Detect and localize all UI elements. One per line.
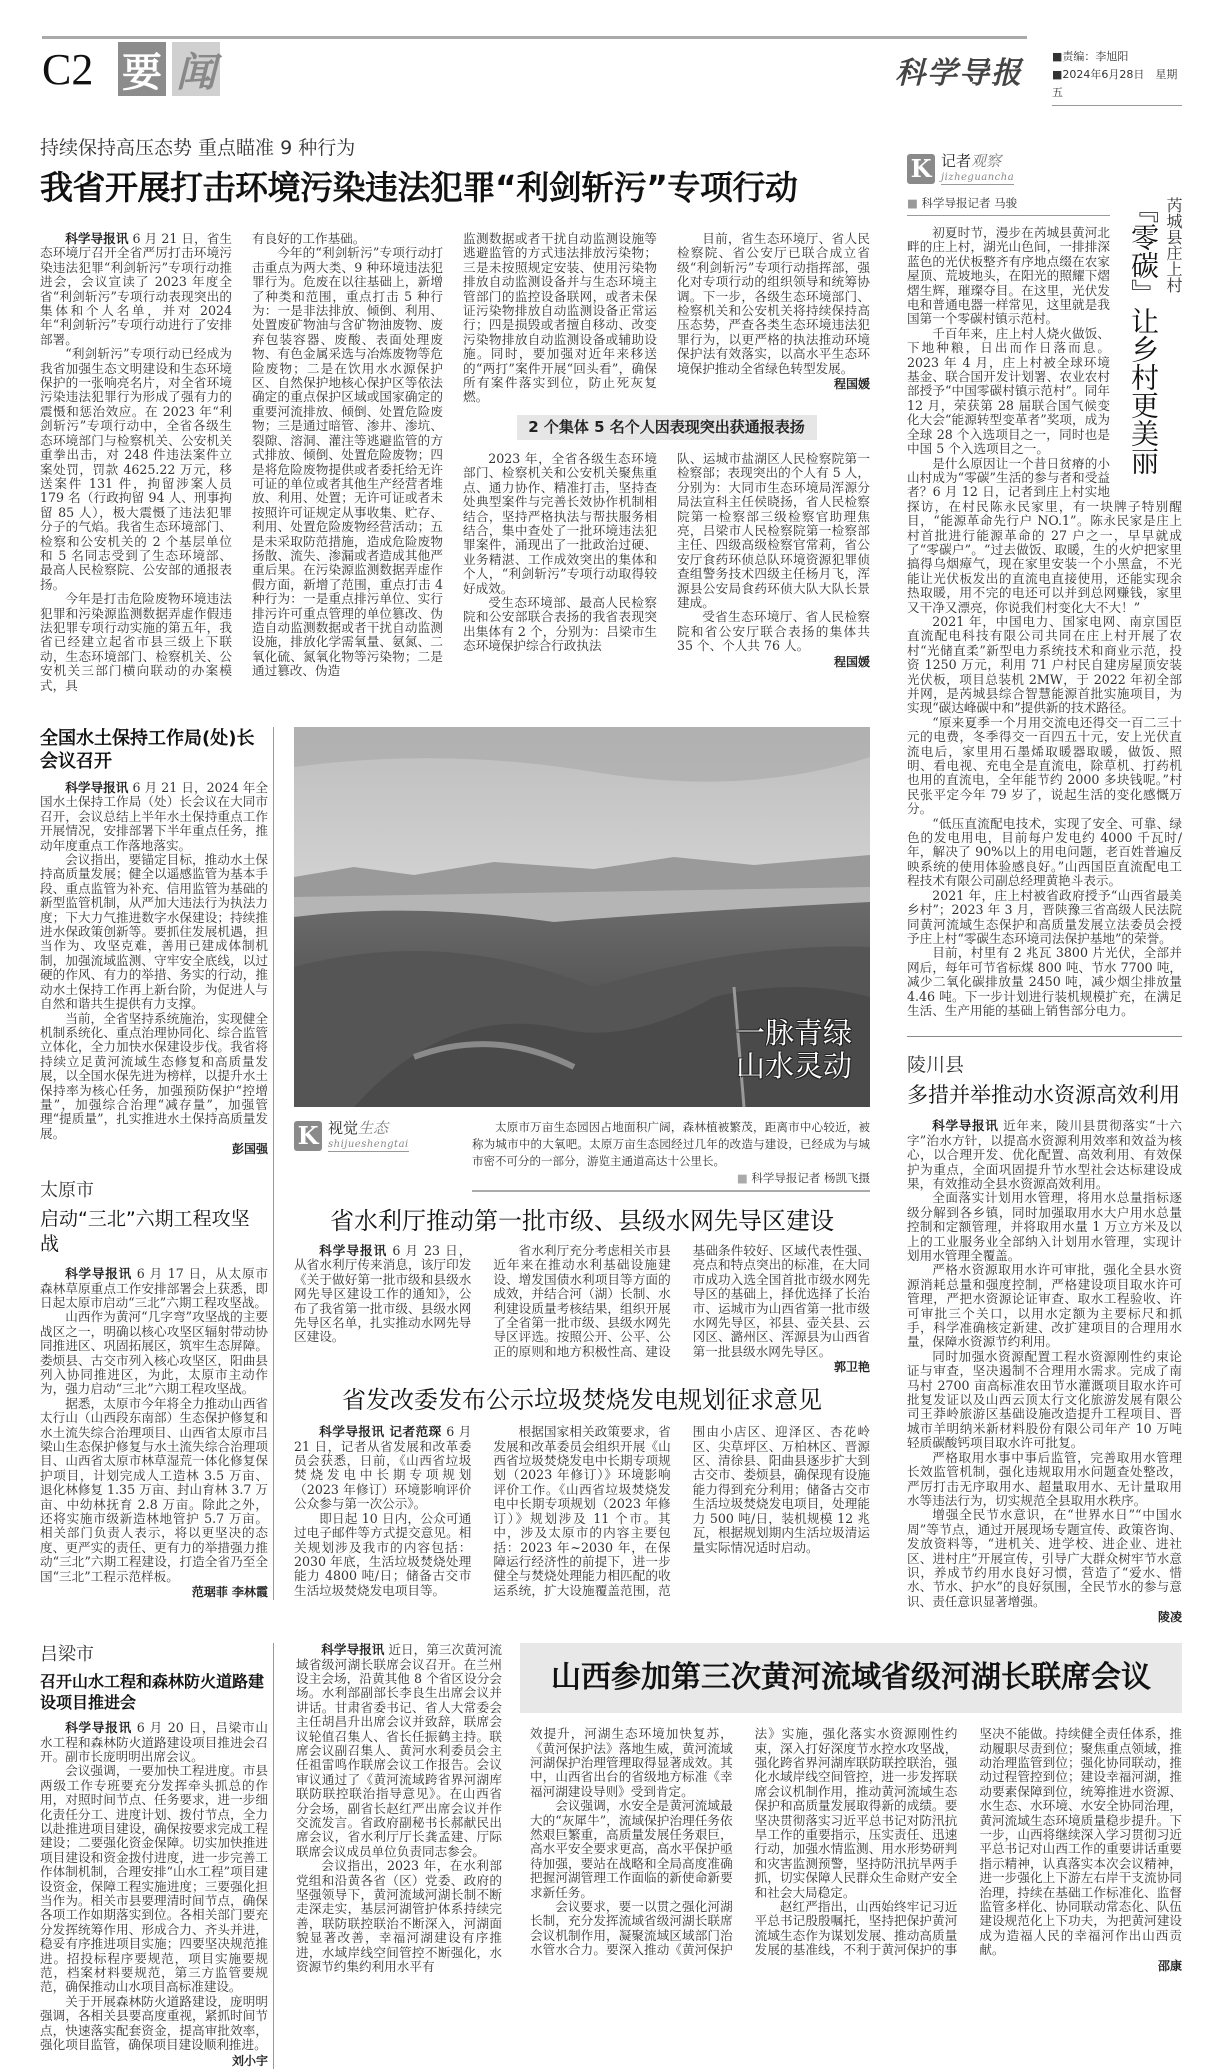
k-logo-icon: K: [294, 1121, 322, 1151]
lvliang-headline: 召开山水工程和森林防火道路建设项目推进会: [40, 1672, 265, 1713]
taiyuan-headline: 启动“三北”六期工程攻坚战: [40, 1208, 250, 1256]
paragraph: 2021 年，庄上村被省政府授予“山西省最美乡村”；2023 年 3 月，晋陕豫三省高级人民法院同黄河流域生态保护和高质量发展立法委员会授予庄上村“零碳生态环境司法保护基地”的荣誉。: [907, 887, 1182, 946]
taiyuan-place: 太原市: [40, 1180, 94, 1202]
logo-title: [941, 152, 1014, 171]
paragraph: 科学导报讯 记者范琛 6 月 21 日，记者从省发展和改革委员会获悉，日前，《山西省垃圾焚烧发电中长期专项规划（2023 年修订）环境影响评价公众参与第一次公示》。: [294, 1424, 472, 1512]
sidebar-col-1: [463, 452, 657, 654]
paragraph: 关于开展森林防火道路建设，庞明明强调，各相关县要高度重视，紧抓时间节点，快速落实配套资金，提高审批效率，强化项目监管，确保项目建设顺利推进。: [40, 1993, 268, 2053]
yellow-river-col-1: [296, 1643, 502, 1974]
square-bullet-icon: ■: [907, 196, 918, 210]
dateline: 科学导报讯: [319, 1243, 388, 1258]
author: 范琚菲 李林霞: [191, 1585, 268, 1600]
masthead-logo: 科学导报: [895, 56, 1023, 91]
logo-pinyin: shijueshengtai: [328, 1139, 409, 1150]
logo-text: [328, 1119, 409, 1152]
paragraph: 科学导报讯 近日，第三次黄河流域省级河湖长联席会议召开。在兰州设主会场，沿黄其他 8 个省区设分会场。水利部副部长李良生出席会议并讲话。甘肃省委书记、省人大常委会主任胡昌升出席会议并致辞，联席会议轮值召集人、省长任振鹤主持。联席会议副召集人、黄河水利委员会主任祖雷鸣作联席会议工作报告。会议审议通过了《黄河流域跨省界河湖库联防联控联治指导意见》。在山西省分会场，副省长赵红严出席会议并作交流发言。省政府副秘书长郝献民出席会议，省水利厅厅长龚孟建、厅际联席会议成员单位负责同志参会。: [296, 1642, 503, 1859]
author: 陵凌: [1157, 1610, 1182, 1625]
lingchuan-place: 陵川县: [907, 1054, 965, 1077]
k-logo-icon: K: [907, 154, 935, 184]
editor: 责编：李旭阳: [1062, 50, 1129, 63]
lingchuan-headline: 多措并举推动水资源高效利用: [907, 1083, 1180, 1108]
paragraph: 千百年来，庄上村人烧火做饭、下地种粮，日出而作日落而息。2023 年 4 月，庄上村被全球环境基金、联合国开发计划署、农业农村部授予“中国零碳村镇示范村”。同年 12 月，荣获第 28 届联合国气候变化大会“能源转型变革者”奖项，成为全球 28 个入选项目之一，同时也是中国 5 个入选项目之一。: [907, 325, 1110, 457]
paragraph: 赵红严指出，山西始终牢记习近平总书记殷殷嘱托，坚持把保护黄河流域生态作为谋划发展、推动高质量发展的基准线，不利于黄河保护的事坚决不能做。持续健全责任体系，推动履职尽责到位；聚焦重点领域，推动治理监管到位；强化协同联动，推动过程管控到位；建设幸福河湖，推动要素保障到位，统筹推进水资源、水生态、水环境、水安全协同治理，黄河流域生态环境质量稳步提升。下一步，山西将继续深入学习贯彻习近平总书记对山西工作的重要讲话重要指示精神，认真落实本次会议精神，进一步强化上下游左右岸干支流协同治理，持续在基础工作标准化、监督监管多样化、协同联动常态化、队伍建设规范化上下功夫，为把黄河建设成为造福人民的幸福河作出山西贡献。: [754, 1726, 1182, 1958]
dateline: 科学导报讯 记者范琛: [319, 1424, 442, 1440]
lead-col-2: [252, 232, 443, 679]
left-column: [40, 727, 268, 1600]
paragraph: 严格取用水事中事后监管，完善取用水管理长效监管机制，强化违规取用水问题查处整改，严厉打击无序取用水、超量取用水、无计量取用水等违法行为，切实规范全县取用水秩序。: [907, 1449, 1182, 1508]
observer-byline: [907, 195, 1110, 216]
paragraph: 受省生态环境厅、省人民检察院和省公安厅联合表扬的集体共 35 个、个人共 76 人。: [677, 609, 870, 654]
square-bullet-icon: ■: [736, 1171, 748, 1185]
paragraph: 全面落实计划用水管理，将用水总量指标逐级分解到各乡镇，同时加强取用水大户用水总量控制和定额管理，并将取用水量 1 万立方米及以上的工业服务业全部纳入计划用水管理，实现计划用水管理全覆盖。: [907, 1190, 1182, 1263]
observer-kicker: 芮城县庄上村: [1164, 197, 1183, 293]
paragraph: 科学导报讯 6 月 21 日，省生态环境厅召开全省严厉打击环境污染违法犯罪“利剑斩污”专项行动推进会，会议宣读了 2023 年度全省“利剑斩污”专项行动表现突出的集体和个人名单，并对 2024 年“利剑斩污”专项行动进行了安排部署。: [40, 231, 232, 347]
issue-date: 2024年6月28日 星期五: [1052, 68, 1178, 99]
lead-col-3: [463, 232, 657, 405]
lead-col-4: [677, 232, 870, 376]
paragraph: 增强全民节水意识，在“世界水日”“中国水周”等节点，通过开展现场专题宣传、政策咨询、发放资料等，“进机关、进学校、进企业、进社区、进村庄”开展宣传，引导广大群众树牢节水意识，养成节约用水良好习惯，营造了“爱水、惜水、节水、护水”的良好氛围，全民节水的参与意识、责任意识显著增强。: [907, 1507, 1182, 1609]
observer-column-logo: [907, 152, 1182, 185]
photo-caption: 太原市万亩生态园因占地面积广阔，森林植被繁茂，距离市中心较近，被称为城市中的大氧吧。太原万亩生态园经过几年的改造与建设，已经成为与城市密不可分的一部分，游览主通道高达十公里长。: [472, 1120, 870, 1168]
yellow-river-headline-box: [520, 1643, 1182, 1713]
dateline: 科学导报讯: [65, 1720, 133, 1736]
divider: [907, 1036, 1182, 1037]
paragraph: 山西作为黄河“几字弯”攻坚战的主要战区之一，明确以核心攻坚区辐射带动协同推进区、巩固拓展区，筑牢生态屏障。娄烦县、古交市列入核心攻坚区，阳曲县列入协同推进区，为此，太原市主动作为，强力启动“三北”六期工程攻坚战。: [40, 1309, 268, 1397]
water-net-headline: 省水利厅推动第一批市级、县级水网先导区建设: [330, 1207, 834, 1235]
section-label: [118, 42, 220, 96]
editor-line: ■责编：李旭阳: [1052, 50, 1129, 63]
paragraph: 科学导报讯 近年来，陵川县贯彻落实“十六字”治水方针，以提高水资源利用效率和效益为核心，以合理开发、优化配置、高效利用、有效保护为重点，全面巩固提升节水型社会达标建设成果，有效推动全县水资源高效利用。: [907, 1118, 1182, 1191]
lead-headline: 我省开展打击环境污染违法犯罪“利剑斩污”专项行动: [40, 168, 798, 207]
paragraph: 同时加强水资源配置工程水资源刚性约束论证与审查，坚决遏制不合理用水需求。完成了南马村 2700 亩高标准农田节水灌溉项目取水许可批复发证以及山西云顶太行文化旅游发展有限公司王莽岭旅游区基础设施改造提升工程项目、晋城市羊明纳米新材料股份有限公司年产 10 万吨轻质碳酸钙项目取水许可批复。: [907, 1348, 1182, 1451]
paragraph: 当前，全省坚持系统施治，实现健全机制系统化、重点治理协同化、综合监管立体化，全力加快水保建设步伐。我省将持续立足黄河流域生态修复和高质量发展，以全国水保先进为榜样，以提升水土保持率为核心任务，加强预防保护“控增量”，加强综合治理“减存量”，加强管理“提质量”，扎实推进水土保持高质量发展。: [40, 1010, 268, 1141]
upper-section: [40, 136, 1182, 1625]
paragraph: 科学导报讯 6 月 21 日，2024 年全国水土保持工作局（处）长会议在大同市召开，会议总结上半年水土保持重点工作开展情况，安排部署下半年重点任务，推动年度重点工作落地落实。: [40, 780, 269, 853]
paragraph: 会议强调，一要加快工程进度。市县两级工作专班要充分发挥牵头抓总的作用，对照时间节点、任务要求，进一步细化责任分工、进度计划、拨付节点，全力以赴推进项目建设，确保按要求完成工程建设；二要强化资金保障。切实加快推进项目建设和资金拨付进度，进一步完善工作体制机制，合理安排“山水工程”项目建设资金，保障工程实施进度；三要强化担当作为。相关市县要理清时间节点，确保各项工作如期落实到位。各相关部门要充分发挥统筹作用、形成合力、齐头并进，稳妥有序推进项目实施；四要坚决规范推进。招投标程序要规范，项目实施要规范，档案材料要规范，第三方监管要规范，确保推动山水项目高标准建设。: [40, 1763, 268, 1995]
page-body: [40, 136, 1182, 2069]
paragraph: 2021 年，中国电力、国家电网、南京国臣直流配电科技有限公司共同在庄上村开展了农村“光储直柔”新型电力系统技术和商业示范，投资 1250 万元，利用 71 户村民自建房屋顶安装光伏板，项目总装机 2MW，于 2022 年初全部并网，是芮城县综合智慧能源首批实施项目，为实现“碳达峰碳中和”提供新的技术路径。: [907, 613, 1182, 716]
author: 程国媛: [833, 377, 870, 392]
paragraph: 队、运城市盐湖区人民检察院第一检察部；表现突出的个人有 5 人，分别为：大同市生态环境局浑源分局法宣科主任侯晓扬，省人民检察院第一检察部三级检察官助理焦亮，吕梁市人民检察院第一检察部主任、四级高级检察官常莉，省公安厅食药环侦总队环境资源犯罪侦查组警务技术四级主任杨月飞，浑源县公安局食药环侦大队大队长景建成。: [677, 450, 870, 610]
lower-left-section: [40, 727, 870, 1600]
paragraph: 会议指出，要锚定目标，推动水土保持高质量发展；健全以遥感监管为基本手段、重点监管为补充、信用监管为基础的新型监管机制，从严加大违法行为执法力度；下大力气推进数字水保建设；持续推进水保政策创新等。要抓住发展机遇，担当作为、攻坚克难，善用已建成体制机制，加强流域监测、守牢安全底线，以过硬的作风、有力的举措、务实的行动，推动水土保持工作再上新台阶，为促进人与自然和谐共生提供有力支撑。: [40, 852, 268, 1012]
left-column-divider: [273, 1643, 274, 2068]
taiyuan-body: [40, 1267, 268, 1584]
paragraph: 科学导报讯 6 月 23 日，从省水利厅传来消息，该厅印发《关于做好第一批市级和县级水网先导区建设工作的通知》，公布了我省第一批市级、县级水网先导区名单，扎实推动水网先导区建设。: [294, 1243, 472, 1345]
observer-headline: 『零碳』让乡村更美丽: [1127, 195, 1160, 475]
date-line: ■2024年6月28日 星期五: [1052, 68, 1178, 99]
paragraph: 根据国家相关政策要求，省发展和改革委员会组织开展《山西省垃圾焚烧发电中长期专项规划（2023 年修订）》环境影响评价工作。《山西省垃圾焚烧发电中长期专项规划（2023 年修订）》规划涉及 11 个市。其中，涉及太原市的内容主要包括：2023 年~2030 年，在保障运行经济性的前提下，进一步健全与焚烧处理能力相匹配的收运系统，扩大设施覆盖范围，范围由小店区、迎泽区、杏花岭区、尖草坪区、万柏林区、晋源区、清徐县、阳曲县逐步扩大到古交市、娄烦县，确保现有设施能力得到充分利用；储备古交市生活垃圾焚烧发电项目，处理能力 500 吨/日，装机规模 12 兆瓦，根据规划期内生活垃圾清运量实际情况适时启动。: [493, 1424, 870, 1598]
logo-pinyin: jizheguancha: [941, 172, 1015, 183]
paragraph: 即日起 10 日内，公众可通过电子邮件等方式提交意见。相关规划涉及我市的内容包括：2030 年底，生活垃圾焚烧处理能力 4800 吨/日；储备古交市生活垃圾焚烧发电项目等。: [294, 1510, 472, 1598]
paragraph: 省水利厅充分考虑相关市县近年来在推动水利基础设施建设、增发国债水利项目等方面的成效，并结合河（湖）长制、水利建设质量考核结果，组织开展了全省第一批市级、县级水网先导区评选。按照公开、公平、公正的原则和地方积极性高、建设基础条件较好、区域代表性强、亮点和特点突出的标准，在大同市成功入选全国首批市级水网先导区的基础上，择优选择了长治市、运城市为山西省第一批市级水网先导区，祁县、壶关县、云冈区、潞州区、浑源县为山西省第一批县级水网先导区。: [493, 1243, 870, 1359]
left-side: [40, 136, 870, 1600]
credit: 科学导报记者 杨凯飞摄: [751, 1171, 870, 1185]
photo-caption-block: [472, 1119, 870, 1192]
middle-column: [294, 727, 870, 1598]
paragraph: “利剑斩污”专项行动已经成为我省加强生态文明建设和生态环境保护的一张响亮名片，对全省环境污染违法犯罪行为形成了强有力的震慑和惩治效应。在 2023 年“利剑斩污”专项行动中，全省各级生态环境部门与检察机关、公安机关重拳出击，对 248 件违法案件立案处罚，罚款 4625.22 万元，移送案件 131 件，拘留涉案人员 179 名（行政拘留 94 人、刑事拘留 85 人），极大震慑了违法犯罪分子的气焰。我省生态环境部门、检察和公安机关的 2 个基层单位和 5 名同志受到了生态环境部、最高人民检察院、公安部的通报表扬。: [40, 346, 232, 592]
author: 刘小宇: [231, 2053, 268, 2068]
top-rule: [42, 36, 1027, 39]
dateline: 科学导报讯: [65, 231, 129, 246]
observer-title-block: [1116, 195, 1182, 495]
paragraph: 初夏时节，漫步在芮城县黄河北畔的庄上村，湖光山色间，一排排深蓝色的光伏板整齐有序地点缀在农家屋顶、荒坡地头，在阳光的照耀下熠熠生辉，璀璨夺目。在这里，光伏发电和普通电器一样常见，这里就是我国第一个零碳村镇示范村。: [907, 225, 1110, 327]
logo-title-a: 记者: [941, 152, 972, 170]
soil-body: [40, 781, 268, 1141]
paragraph: 目前，村里有 2 兆瓦 3800 片光伏，全部并网后，每年可节省标煤 800 吨、节水 7700 吨，减少二氧化碳排放量 2450 吨，减少烟尘排放量 4.46 吨。下一步计划进行装机规模扩充，在满足生活、生产用能的基础上销售部分电力。: [907, 945, 1182, 1018]
landscape-photo: [294, 727, 870, 1107]
soil-headline: 全国水土保持工作局(处)长会议召开: [40, 728, 255, 772]
sidebar-col-2: [677, 452, 870, 654]
page-number: C2: [42, 45, 94, 94]
sidebar-headline-box: [517, 415, 817, 440]
paragraph: 今年是打击危险废物环境违法犯罪和污染源监测数据弄虚作假违法犯罪专项行动实施的第五年，我省已经建立起省市县三级上下联动，生态环境部门、检察机关、公安机关三部门横向联动的办案模式，具: [40, 591, 232, 693]
paragraph: 会议要求，要一以贯之强化河湖长制，充分发挥流域省级河湖长联席会议机制作用，凝聚流域区域部门治水管水合力。要深入推动《黄河保护法》实施，强化落实水资源刚性约束，深入打好深度节水控水攻坚战，强化跨省界河湖库联防联控联治，强化水域岸线空间管控，进一步发挥联席会议机制作用，推动黄河流域生态保护和高质量发展取得新的成绩。要坚决贯彻落实习近平总书记对防汛抗旱工作的重要指示，压实责任、迅速行动，加强水情监测、用水形势研判和灾害监测预警，坚持防汛抗旱两手抓，切实保障人民群众生命财产安全和社会大局稳定。: [530, 1726, 958, 1958]
sidebar-cols: [463, 452, 870, 670]
dateline: 科学导报讯: [65, 780, 129, 795]
paragraph: 目前，省生态环境厅、省人民检察院、省公安厅已联合成立省级“利剑斩污”专项行动指挥部，强化对专项行动的组织领导和统筹协调。下一步，各级生态环境部门、检察机关和公安机关将持续保持高压态势，严查各类生态环境违法犯罪行为，以更严格的执法推动环境保护法有效落实，以高水平生态环境保护推动全省绿色转型发展。: [677, 231, 870, 376]
overlay-line: 山水灵动: [735, 1049, 852, 1083]
lvliang-column: [40, 1643, 268, 2068]
logo-title-b: 观察: [971, 152, 1002, 170]
paragraph: 科学导报讯 6 月 17 日，从太原市森林草原重点工作安排部署会上获悉，即日起太原市启动“三北”六期工程攻坚战。: [40, 1266, 268, 1310]
lead-right-part: [463, 232, 870, 670]
photo-overlay-title: [736, 1017, 852, 1083]
visual-column-logo: [294, 1119, 409, 1152]
overlay-line: 一脉青绿: [735, 1016, 852, 1050]
sidebar-col-2-wrap: [677, 452, 870, 670]
author: 彭国强: [231, 1142, 268, 1157]
dateline: 科学导报讯: [932, 1118, 999, 1134]
photo-credit: [472, 1170, 870, 1187]
logo-title-b: 生态: [358, 1119, 389, 1137]
logo-title-a: 视觉: [328, 1119, 359, 1137]
issue-info: [1052, 48, 1182, 106]
author: 程国媛: [833, 654, 870, 669]
logo-title: [328, 1119, 409, 1138]
yellow-river-headline: 山西参加第三次黄河流域省级河湖长联席会议: [551, 1660, 1151, 1696]
lingchuan-body: [907, 1119, 1182, 1609]
author: 郭卫艳: [833, 1360, 870, 1375]
section-char: 要: [118, 42, 166, 96]
lead-story: [40, 232, 870, 693]
incineration-headline: 省发改委发布公示垃圾焚烧发电规划征求意见: [342, 1386, 822, 1415]
paragraph: 严格水资源取用水许可审批，强化全县水资源消耗总量和强度控制，严格建设项目取水许可管理，严把水资源论证审查、取水工程验收、许可审批三个关口，以用水定额为主要标尺和抓手，科学准确核定新建、改扩建项目的合理用水量，保障水资源节约利用。: [907, 1262, 1182, 1350]
yellow-river-right: [520, 1643, 1182, 1974]
paragraph: 受生态环境部、最高人民检察院和公安部联合表扬的我省表现突出集体有 2 个，分别为：吕梁市生态环境保护综合行政执法: [463, 594, 657, 654]
yellow-river-article: [296, 1643, 1182, 1974]
paragraph: 会议强调，水安全是黄河流域最大的“灰犀牛”，流域保护治理任务依然艰巨繁重，高质量发展任务艰巨，高水平安全要求更高，高水平保护亟待加强，要站在战略和全局高度准确把握河湖管理工作面临的新使命新要求新任务。: [530, 1798, 733, 1900]
paragraph: 今年的“利剑斩污”专项行动打击重点为两大类、9 种环境违法犯罪行为。危废在以往基础上，新增了种类和范围，重点打击 5 种行为：一是非法排放、倾倒、利用、处置废矿物油与含矿物油废物、废弃包装容器、废酸、表面处理废物、有色金属采选与冶炼废物等危险废物；二是在饮用水水源保护区、自然保护地核心保护区等依法确定的重点保护区域或国家确定的重要河流排放、倾倒、处置危险废物；三是通过暗管、渗井、渗坑、裂隙、溶洞、灌注等逃避监管的方式排放、倾倒、处置危险废物；四是将危险废物提供或者委托给无许可证的单位或者其他生产经营者堆放、利用、处置；无许可证或者未按照许可证规定从事收集、贮存、利用、处置危险废物经营活动；五是未采取防范措施，造成危险废物扬散、流失、渗漏或者造成其他严重后果。在污染源监测数据弄虚作假方面，新增了范围，重点打击 4 种行为：一是重点排污单位、实行排污许可重点管理的单位篡改、伪造自动监测数据或者干扰自动监测设施，排放化学需氧量、氨氮、二氧化硫、氮氧化物等污染物；二是通过篡改、伪造: [252, 245, 443, 679]
paragraph: “低压直流配电技术，实现了安全、可靠、绿色的发电用电，目前每户发电约 4000 千瓦时/年，解决了 90%以上的用电问题，老百姓普遍反映系统的使用体验感良好。”山西国臣直流配电工程技术有限公司副总经理黄艳斗表示。: [907, 815, 1182, 889]
paragraph: “原来夏季一个月用交流电还得交一百二三十元的电费，冬季得交一百四五十元，安上光伏直流电后，家里用石墨烯取暖器取暖，做饭、照明、看电视、充电全是直流电，除草机、打药机也用的直流电，全年能节约 2000 多块钱呢。”村民张平定今年 79 岁了，说起生活的变化感慨万分。: [907, 714, 1182, 817]
paragraph: 是什么原因让一个昔日贫瘠的小山村成为“零碳”生活的参与者和受益者？6 月 12 日，记者到庄上村实地探访，在村民陈永民家里，有一块牌子特别醒目，“能源革命先行户 NO.1”。陈永民家是庄上村首批进行能源革命的 27 户之一，早早就成了“零碳户”。“过去做饭、取暖，生的火炉把家里搞得乌烟瘴气，现在家里安装一个小黑盒，不光能让光伏板发出的直流电直接使用，还能实现余热取暖，用不完的电还可以并到总网赚钱，家里又干净又漂亮，你说我们村变化大不大！”: [907, 455, 1182, 615]
lead-col-1: [40, 232, 232, 693]
lvliang-body: [40, 1721, 268, 2052]
paragraph: 会议指出，2023 年，在水利部党组和沿黄各省（区）党委、政府的坚强领导下，黄河流域河湖长制不断走深走实，基层河湖管护体系持续完善，联防联控联治不断深入，河湖面貌显著改善，幸福河湖建设有序推进，水域岸线空间管控不断强化，水资源节约集约利用水平有: [296, 1858, 502, 1975]
left-column-divider: [273, 727, 274, 1600]
photo-caption-row: [294, 1119, 870, 1192]
paragraph: 科学导报讯 6 月 20 日，吕梁市山水工程和森林防火道路建设项目推进会召开。副市长庞明明出席会议。: [40, 1720, 268, 1764]
dateline: 科学导报讯: [321, 1642, 385, 1658]
dateline: 科学导报讯: [65, 1266, 133, 1282]
observer-article: [907, 195, 1182, 1018]
right-column: [907, 136, 1182, 1625]
lead-kicker: 持续保持高压态势 重点瞄准 9 种行为: [40, 137, 356, 159]
lead-col-4-wrap: [677, 232, 870, 392]
paragraph: 监测数据或者干扰自动监测设施等逃避监管的方式违法排放污染物；三是未按照规定安装、使用污染物排放自动监测设备并与生态环境主管部门的监控设备联网，或者未保证污染物排放自动监测设备正常运行；四是损毁或者擅自移动、改变污染物排放自动监测设备或辅助设施。同时，要加强对近年来移送的“两打”案件开展“回头看”，确保所有案件落实到位，防止死灰复燃。: [463, 231, 657, 405]
yellow-river-body: [530, 1727, 1182, 1958]
sidebar-headline: 2 个集体 5 名个人因表现突出获通报表扬: [528, 418, 805, 437]
author: 邵康: [1157, 1958, 1182, 1973]
paragraph: 据悉，太原市今年将全力推动山西省太行山（山西段东南部）生态保护修复和水土流失综合治理项目、山西省太原市吕梁山生态保护修复与水土流失综合治理项目、山西省太原市林草湿荒一体化修复保护项目，计划完成人工造林 3.5 万亩、退化林修复 1.35 万亩、封山育林 3.7 万亩、中幼林抚育 2.8 万亩。除此之外，还将实施市级新造林地管护 5.7 万亩。相关部门负责人表示，将以更坚决的态度、更严实的责任、更有力的举措强力推动“三北”六期工程建设，打造全省乃至全国“三北”工程示范样板。: [40, 1395, 268, 1584]
bottom-section: [40, 1643, 1182, 2068]
paragraph: 效提升，河湖生态环境加快复苏，《黄河保护法》落地生威，黄河流域河湖保护治理管理取得显著成效。其中，山西省出台的省级地方标准《幸福河湖建设导则》受到肯定。: [530, 1726, 733, 1799]
lead-top-cols: [463, 232, 870, 405]
logo-text: [941, 152, 1014, 185]
lvliang-place: 吕梁市: [40, 1644, 94, 1666]
paragraph: 2023 年，全省各级生态环境部门、检察机关和公安机关聚焦重点、通力协作、精准打击，坚持查处典型案件与完善长效协作机制相结合，坚持严格执法与帮扶服务相结合，集中查处了一批环境违法犯罪案件，涌现出了一批政治过硬、业务精湛、工作成效突出的集体和个人，“利剑斩污”专项行动取得较好成效。: [463, 450, 657, 596]
paragraph: 有良好的工作基础。: [252, 231, 366, 246]
incineration-body: [294, 1425, 870, 1598]
water-net-body: [294, 1244, 870, 1359]
byline: 科学导报记者 马骏: [921, 196, 1018, 210]
section-char: 闻: [172, 42, 220, 96]
